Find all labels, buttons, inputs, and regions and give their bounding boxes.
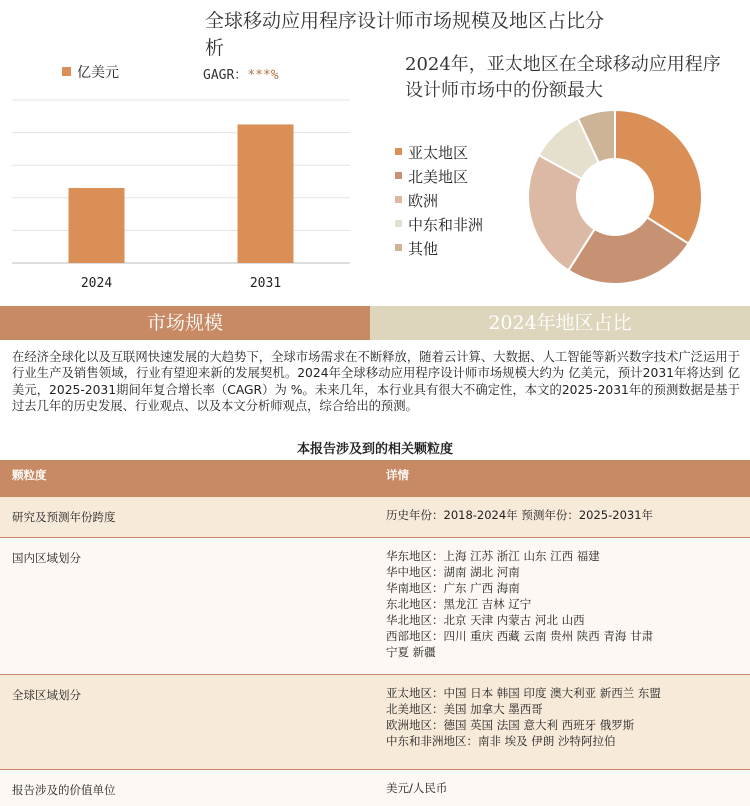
donut-chart (520, 105, 710, 295)
table-header (0, 460, 750, 496)
legend-swatch (395, 220, 402, 227)
market-size-band: 市场规模 (0, 306, 370, 340)
detail-line: 华北地区：北京 天津 内蒙古 河北 山西 (386, 613, 585, 627)
detail-line: 亚太地区：中国 日本 韩国 印度 澳大利亚 新西兰 东盟 (386, 686, 661, 700)
pie-legend-item (395, 237, 483, 261)
bar-legend (62, 62, 119, 82)
legend-label: 中东和非洲 (408, 216, 484, 234)
table-row (0, 770, 750, 806)
row-label: 研究及预测年份跨度 (12, 510, 116, 524)
detail-line: 华南地区：广东 广西 海南 (386, 581, 520, 595)
legend-swatch (395, 172, 402, 179)
row-details (374, 497, 750, 537)
header-details: 详情 (374, 460, 750, 496)
header-granularity: 颗粒度 (12, 468, 47, 482)
granularity-table (0, 460, 750, 806)
detail-line: 宁夏 新疆 (386, 645, 436, 659)
detail-line: 东北地区：黑龙江 吉林 辽宁 (386, 597, 532, 611)
row-details (374, 770, 750, 806)
summary-paragraph: 在经济全球化以及互联网快速发展的大趋势下，全球市场需求在不断释放，随着云计算、大数据、人工智能等新兴数字技术广泛运用于行业生产及销售领域，行业有望迎来新的发展契机。2024年全球移动应用程序设计师市场规模大约为 亿美元，预计2031年将达到 亿美元，2025-2031期间年复合增长率（CAGR）为 %。未来几年，本行业具有很大不确定性，本文的2025-2031年的预测数据是基于过去几年的历史发展、行业观点、以及本文分析师观点，综合给出的预测。 (12, 350, 740, 413)
legend-label: 其他 (408, 240, 439, 258)
pie-legend-item (395, 141, 483, 165)
bar-chart (12, 80, 352, 295)
x-tick-label: 2031 (249, 276, 282, 291)
bar-legend-label: 亿美元 (77, 65, 119, 81)
row-details (374, 675, 750, 769)
detail-line: 北美地区：美国 加拿大 墨西哥 (386, 702, 543, 716)
legend-swatch (395, 196, 402, 203)
pie-legend-item (395, 189, 483, 213)
detail-line: 欧洲地区：德国 英国 法国 意大利 西班牙 俄罗斯 (386, 718, 635, 732)
cagr-value: ***% (247, 68, 279, 83)
chart-title: 全球移动应用程序设计师市场规模及地区占比分析 (205, 10, 605, 59)
detail-line: 西部地区：四川 重庆 西藏 云南 贵州 陕西 青海 甘肃 (386, 629, 654, 643)
row-label: 国内区域划分 (12, 551, 81, 565)
bar-legend-swatch (62, 67, 71, 76)
pie-legend-item (395, 165, 483, 189)
detail-line: 美元/人民币 (386, 781, 448, 795)
table-row (0, 675, 750, 769)
x-tick-label: 2024 (80, 276, 113, 291)
detail-line: 中东和非洲地区：南非 埃及 伊朗 沙特阿拉伯 (386, 734, 616, 748)
region-share-band: 2024年地区占比 (370, 306, 750, 340)
row-label: 报告涉及的价值单位 (12, 783, 116, 797)
row-label: 全球区域划分 (12, 688, 81, 702)
legend-swatch (395, 244, 402, 251)
pie-title: 2024年，亚太地区在全球移动应用程序设计师市场中的份额最大 (405, 54, 721, 101)
legend-label: 北美地区 (408, 168, 469, 186)
legend-label: 亚太地区 (408, 144, 469, 162)
table-title: 本报告涉及到的相关颗粒度 (296, 442, 453, 457)
detail-line: 华东地区：上海 江苏 浙江 山东 江西 福建 (386, 549, 600, 563)
detail-line: 历史年份：2018-2024年 预测年份：2025-2031年 (386, 508, 654, 522)
detail-line: 华中地区：湖南 湖北 河南 (386, 565, 520, 579)
row-details (374, 538, 750, 674)
table-row (0, 538, 750, 674)
legend-swatch (395, 148, 402, 155)
legend-label: 欧洲 (408, 192, 439, 210)
table-row (0, 497, 750, 537)
bar-2024 (69, 188, 125, 263)
pie-legend-item (395, 213, 483, 237)
cagr-text: GAGR： (203, 68, 248, 83)
pie-legend (395, 141, 483, 261)
bar-2031 (238, 124, 294, 263)
